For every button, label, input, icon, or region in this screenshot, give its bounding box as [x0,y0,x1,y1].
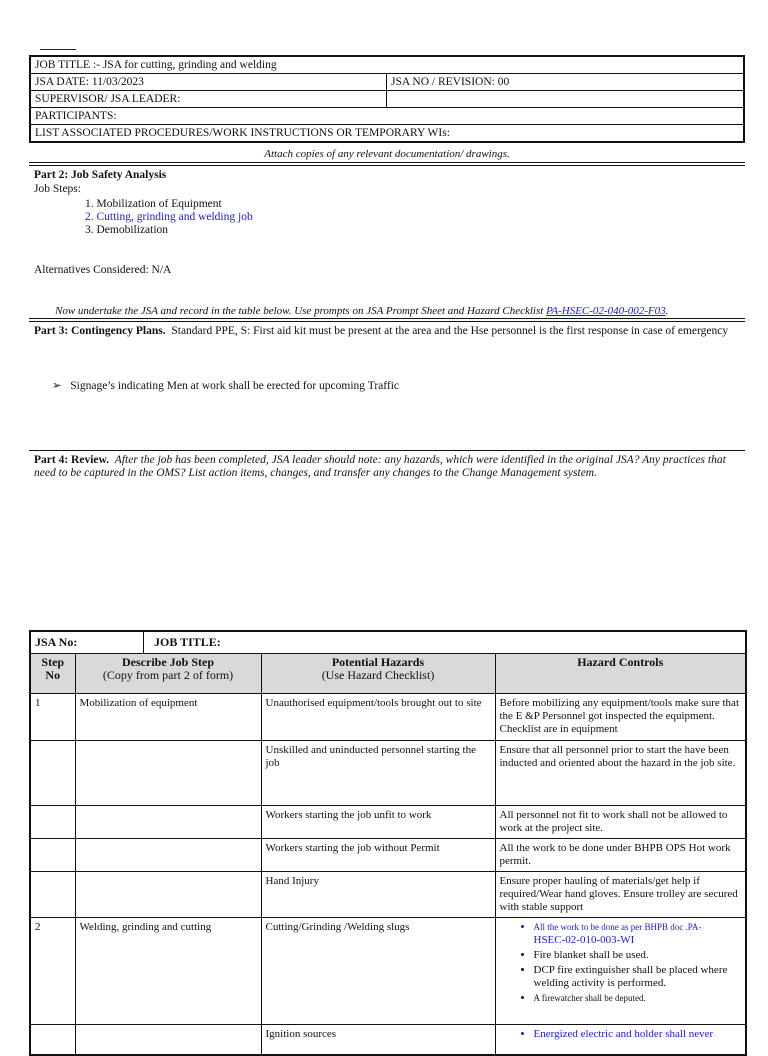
control-item: • Fire blanket shall be used. [534,949,742,962]
hazard-cell: Unauthorised equipment/tools brought out to site [261,694,495,741]
table-row [30,741,746,806]
job-step-3: 3. Demobilization [85,224,169,236]
step-cell: 1 [30,694,75,741]
step-cell [30,741,75,806]
jsa-header-table [29,55,745,143]
job-step-1: 1. Mobilization of Equipment [85,198,222,210]
control-cell: All personnel not fit to work shall not be allowed to work at the project site. [495,806,746,839]
table-row [30,918,746,1025]
table-row [30,1025,746,1055]
hazard-cell: Workers starting the job unfit to work [261,806,495,839]
job-title-cell: JOB TITLE :- JSA for cutting, grinding and welding [30,56,744,74]
control-cell: Ensure that all personnel prior to start the have been inducted and oriented about the hazard in the job site. [495,741,746,806]
hazard-cell: Workers starting the job without Permit [261,839,495,872]
divider-part3 [29,318,745,322]
jsa-date-cell: JSA DATE: 11/03/2023 [30,74,387,91]
table-row [30,694,746,741]
describe-cell: Mobilization of equipment [75,694,261,741]
col-hazards: Potential Hazards (Use Hazard Checklist) [261,654,495,694]
hazard-cell: Cutting/Grinding /Welding slugs [261,918,495,1025]
supervisor-cell: SUPERVISOR/ JSA LEADER: [30,91,387,108]
undertake-note: Now undertake the JSA and record in the table below. Use prompts on JSA Prompt Sheet and Hazard Checklist PA-HSEC-02-040-002-F03. [55,305,669,317]
control-item: • DCP fire extinguisher shall be placed where welding activity is performed. [534,964,742,990]
table-row [30,806,746,839]
supervisor-value-cell [387,91,745,108]
describe-cell [75,872,261,918]
job-title-label: JOB TITLE: [154,635,221,649]
job-steps-label: Job Steps: [34,183,81,195]
part3-bullet: ➢ Signage’s indicating Men at work shall be erected for upcoming Traffic [52,380,400,392]
control-item: • All the work to be done as per BHPB doc .PA- HSEC-02-010-003-WI [534,921,742,947]
divider-part2 [29,162,745,166]
hazard-checklist-link[interactable]: PA-HSEC-02-040-002-F03 [546,305,666,317]
arrow-bullet-icon: ➢ [52,380,62,392]
control-cell: Ensure proper hauling of materials/get help if required/Wear hand gloves. Ensure trolley are secured with stable support [495,872,746,918]
control-item: • Energized electric and holder shall never [534,1028,742,1041]
table-row [30,872,746,918]
procedures-cell: LIST ASSOCIATED PROCEDURES/WORK INSTRUCTIONS OR TEMPORARY WIs: [30,125,744,143]
hazard-cell: Hand Injury [261,872,495,918]
step-cell [30,1025,75,1055]
col-describe: Describe Job Step (Copy from part 2 of form) [75,654,261,694]
control-cell [495,1025,746,1055]
describe-cell [75,1025,261,1055]
attach-note: Attach copies of any relevant documentation/ drawings. [264,148,510,160]
jsa-table-top-row [30,631,746,654]
job-step-2: 2. Cutting, grinding and welding job [85,211,253,223]
part4-review: Part 4: Review. After the job has been completed, JSA leader should note: any hazards, which were identified in the original JSA? Any practices that need to be captured in the OMS? List action items, changes, and transfer any changes to the Change Management system. [34,454,726,479]
col-step: Step No [30,654,75,694]
step-cell: 2 [30,918,75,1025]
participants-cell: PARTICIPANTS: [30,108,744,125]
control-cell [495,918,746,1025]
control-item: • A firewatcher shall be deputed. [534,992,742,1005]
step-cell [30,872,75,918]
alternatives: Alternatives Considered: N/A [34,264,172,276]
describe-cell [75,741,261,806]
divider-part4 [29,450,745,451]
describe-cell [75,806,261,839]
table-row [30,839,746,872]
jsa-no-label: JSA No: [31,632,144,653]
describe-cell: Welding, grinding and cutting [75,918,261,1025]
step-cell [30,806,75,839]
hazard-cell: Unskilled and uninducted personnel starting the job [261,741,495,806]
control-cell: All the work to be done under BHPB OPS Hot work permit. [495,839,746,872]
col-controls: Hazard Controls [495,654,746,694]
top-rule [40,49,76,50]
part2-title: Part 2: Job Safety Analysis [34,169,167,181]
jsa-no-revision-cell: JSA NO / REVISION: 00 [387,74,745,91]
step-cell [30,839,75,872]
part3-contingency: Part 3: Contingency Plans. Standard PPE, S: First aid kit must be present at the area and the Hse personnel is the first response in case of emergency [34,325,729,337]
jsa-table [29,630,747,1056]
control-cell: Before mobilizing any equipment/tools make sure that the E &P Personnel got inspected the equipment. Checklist are in equipment [495,694,746,741]
hazard-cell: Ignition sources [261,1025,495,1055]
describe-cell [75,839,261,872]
